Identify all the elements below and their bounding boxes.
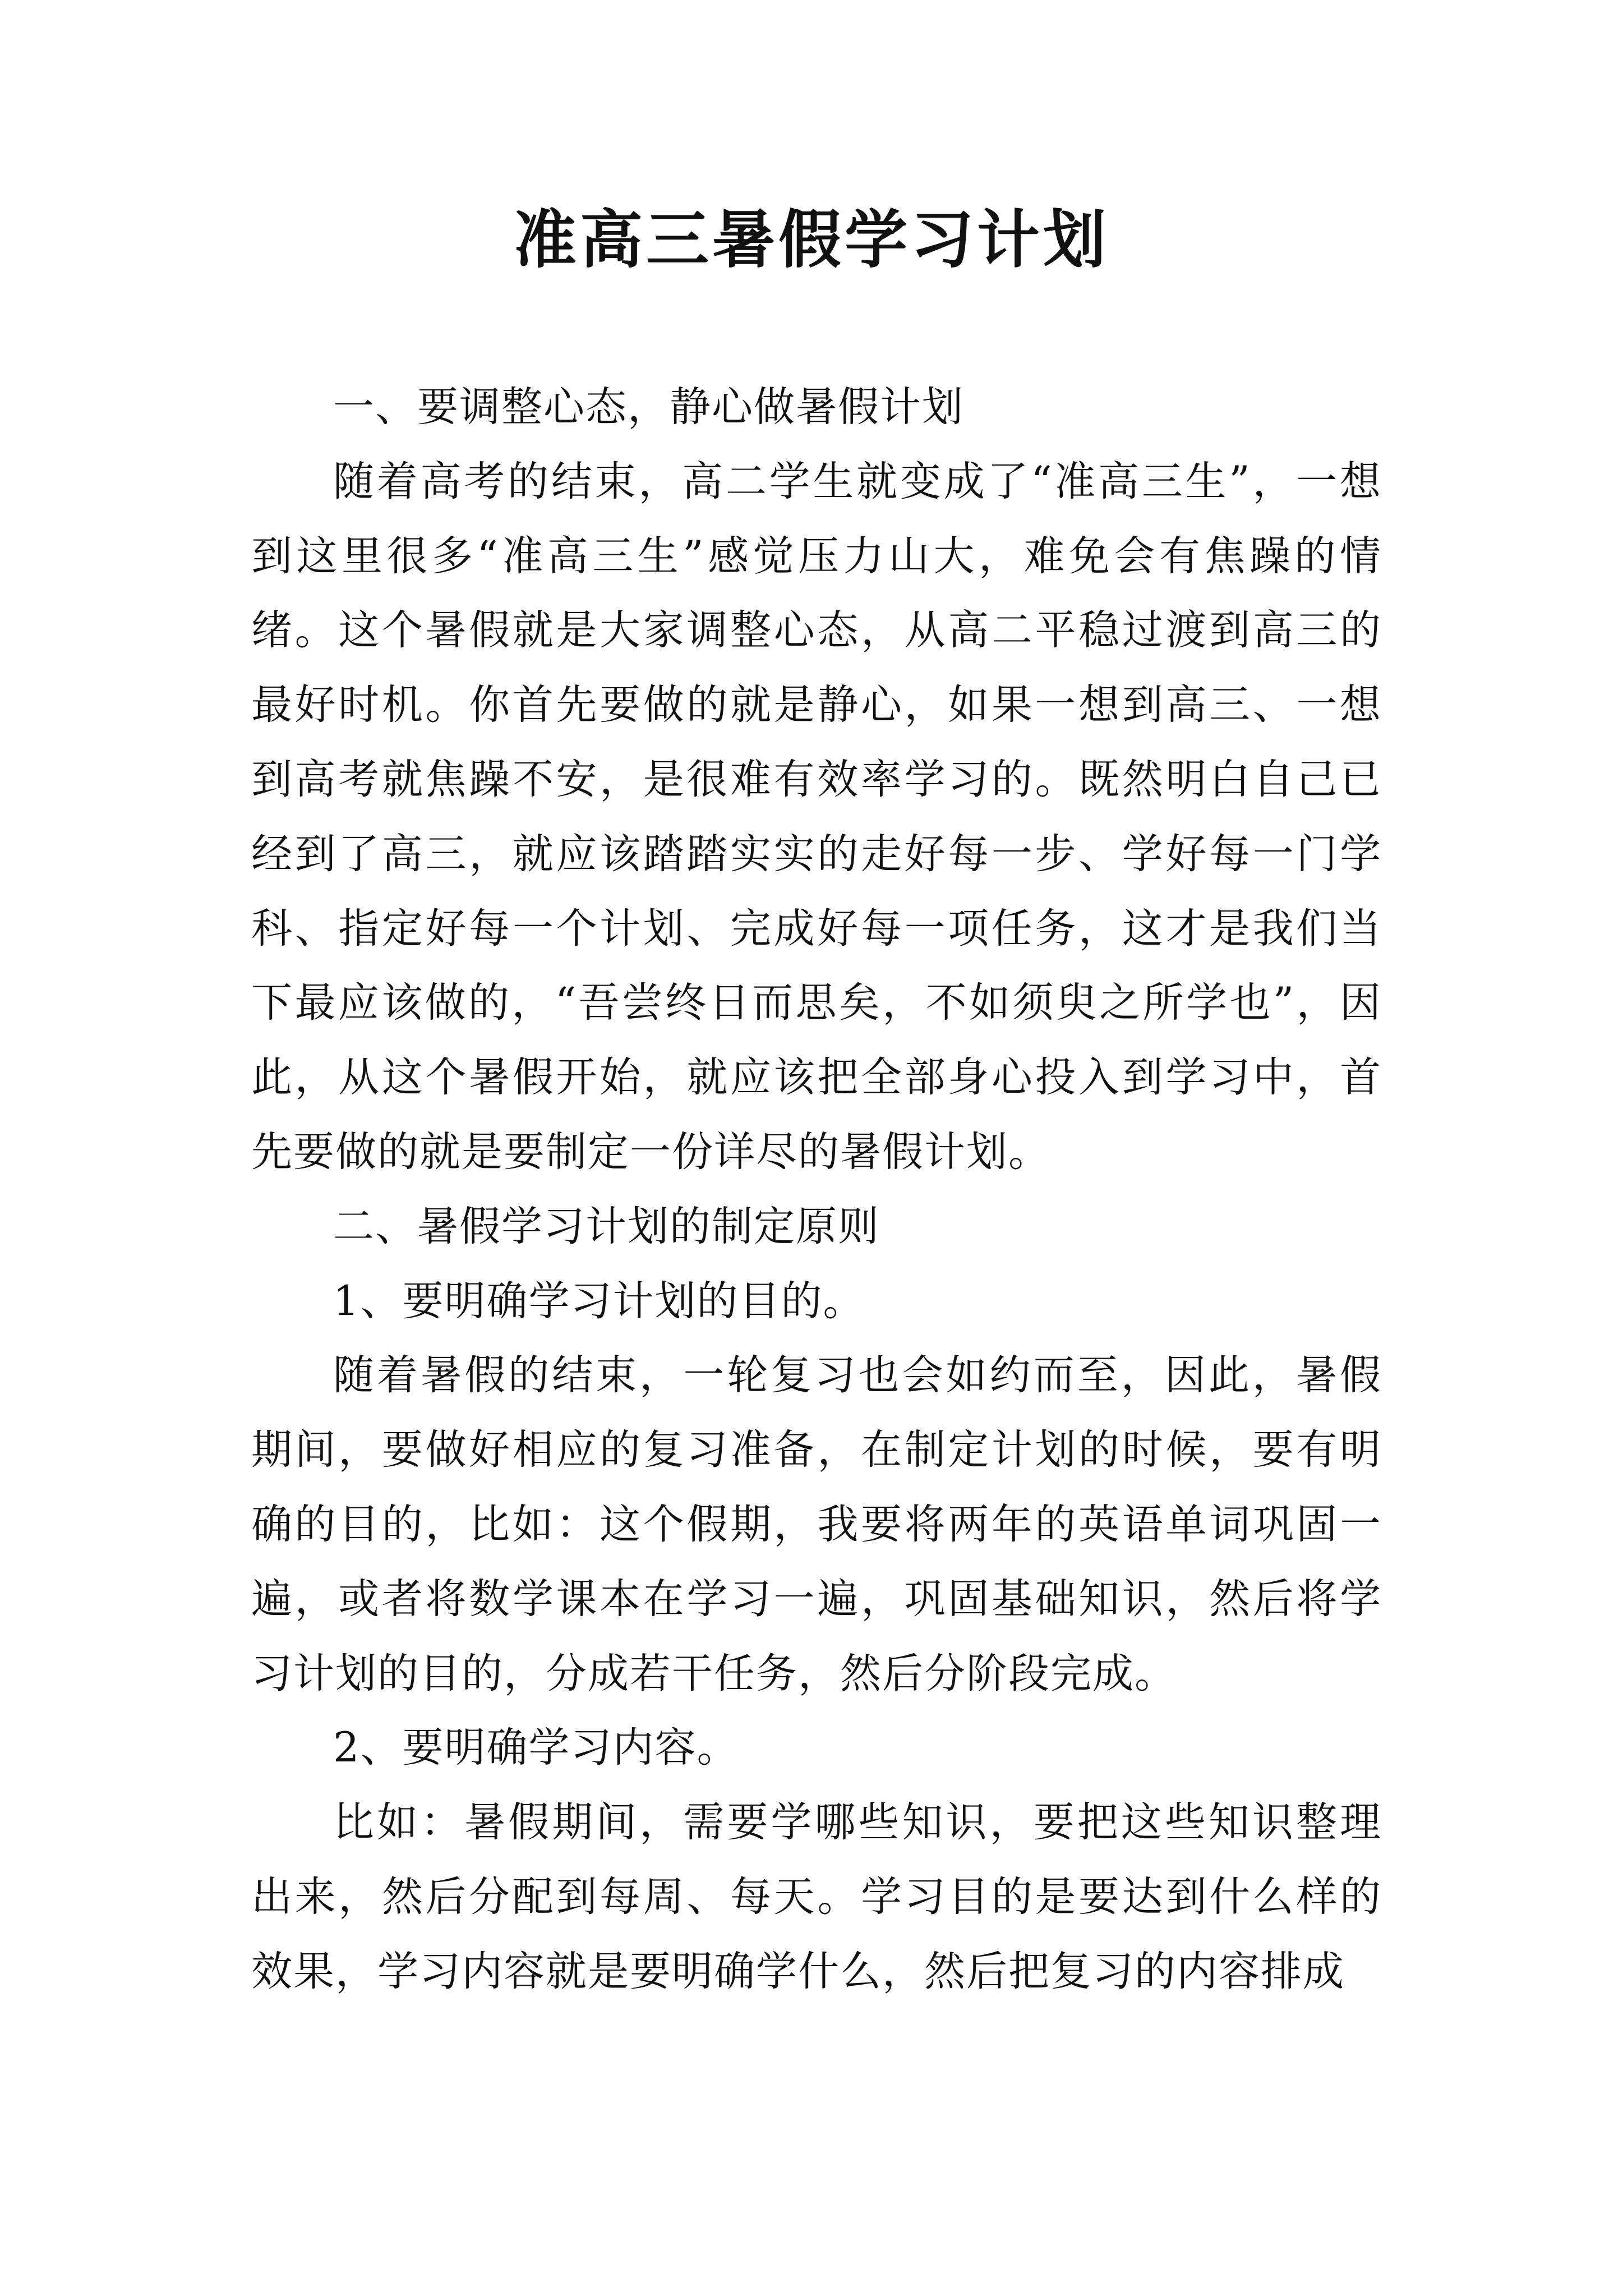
paragraph-3: 比如：暑假期间，需要学哪些知识，要把这些知识整理出来，然后分配到每周、每天。学习目的是要达到什么样的效果，学习内容就是要明确学什么，然后把复习的内容排成 (251, 1798, 1382, 1995)
document-body (251, 370, 1382, 2009)
paragraph-2: 随着暑假的结束，一轮复习也会如约而至，因此，暑假期间，要做好相应的复习准备，在制定计划的时候，要有明确的目的，比如：这个假期，我要将两年的英语单词巩固一遍，或者将数学课本在学习一遍，巩固基础知识，然后将学习计划的目的，分成若干任务，然后分阶段完成。 (251, 1351, 1382, 1697)
section-heading-1: 一、要调整心态，静心做暑假计划 (333, 383, 964, 431)
section-heading-2: 二、暑假学习计划的制定原则 (333, 1202, 880, 1250)
document-title: 准高三暑假学习计划 (514, 203, 1109, 277)
subheading-1: 1、要明确学习计划的目的。 (333, 1277, 865, 1325)
subheading-2: 2、要明确学习内容。 (333, 1724, 739, 1772)
paragraph-1: 随着高考的结束，高二学生就变成了“准高三生”，一想到这里很多“准高三生”感觉压力山大，难免会有焦躁的情绪。这个暑假就是大家调整心态，从高二平稳过渡到高三的最好时机。你首先要做的就是静心，如果一想到高三、一想到高考就焦躁不安，是很难有效率学习的。既然明白自己已经到了高三，就应该踏踏实实的走好每一步、学好每一门学科、指定好每一个计划、完成好每一项任务，这才是我们当下最应该做的，“吾尝终日而思矣，不如须臾之所学也”，因此，从这个暑假开始，就应该把全部身心投入到学习中，首先要做的就是要制定一份详尽的暑假计划。 (251, 457, 1382, 1176)
